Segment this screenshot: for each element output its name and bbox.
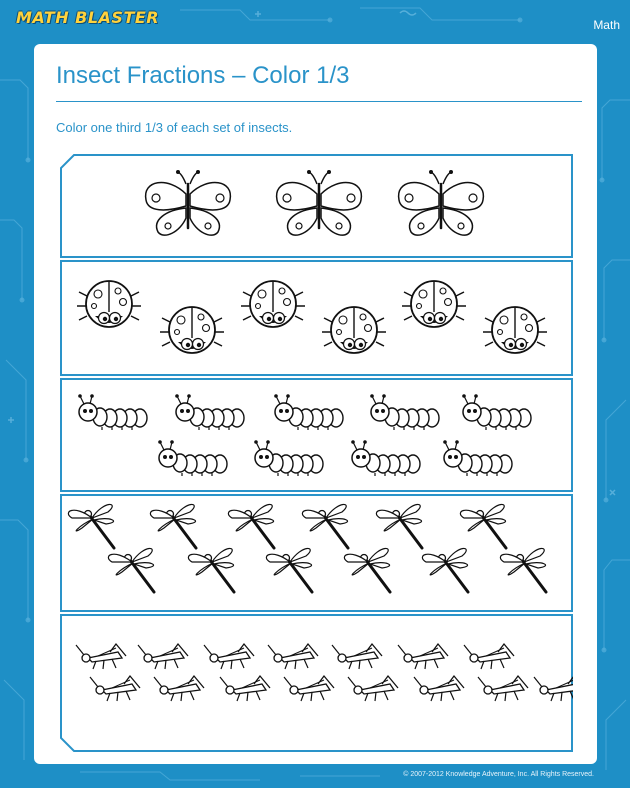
logo-text: MATH BLASTER bbox=[16, 8, 160, 27]
panel-butterflies bbox=[61, 155, 572, 257]
instructions-text: Color one third 1/3 of each set of insects. bbox=[56, 120, 293, 135]
insect-panels bbox=[60, 154, 573, 752]
copyright-text: © 2007-2012 Knowledge Adventure, Inc. All Rights Reserved. bbox=[403, 771, 594, 778]
panel-ladybugs bbox=[61, 261, 572, 375]
panel-dragonflies bbox=[61, 495, 572, 611]
subject-label: Math bbox=[593, 18, 620, 32]
panel-caterpillars bbox=[61, 379, 572, 491]
worksheet-sheet bbox=[34, 44, 597, 764]
page-title: Insect Fractions – Color 1/3 bbox=[56, 62, 350, 89]
panel-grasshoppers bbox=[61, 615, 573, 751]
math-blaster-logo[interactable] bbox=[8, 6, 158, 30]
title-divider bbox=[56, 101, 582, 102]
